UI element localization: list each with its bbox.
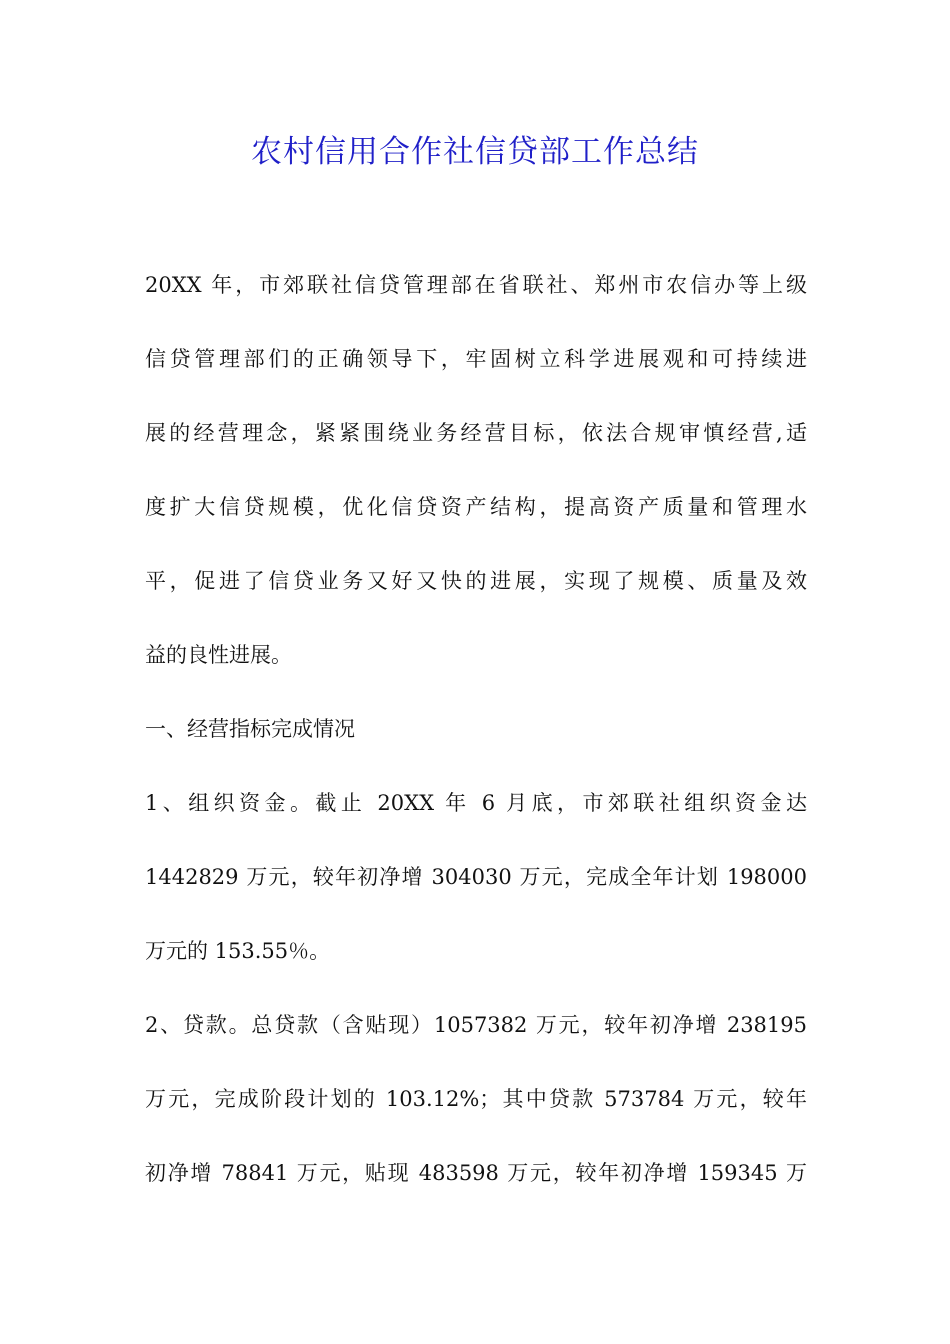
section-heading: 一、经营指标完成情况 bbox=[145, 717, 355, 741]
text-line: 20XX 年，市郊联社信贷管理部在省联社、郑州市农信办等上级 bbox=[145, 273, 807, 297]
text-line: 初净增 78841 万元，贴现 483598 万元，较年初净增 159345 万 bbox=[145, 1161, 807, 1185]
text-line: 2、贷款。总贷款（含贴现）1057382 万元，较年初净增 238195 bbox=[145, 1013, 807, 1037]
text-line: 信贷管理部们的正确领导下，牢固树立科学进展观和可持续进 bbox=[145, 347, 807, 371]
text-line: 1、组织资金。截止 20XX 年 6 月底，市郊联社组织资金达 bbox=[145, 791, 807, 815]
text-line: 万元的 153.55％。 bbox=[145, 939, 331, 963]
text-line: 展的经营理念，紧紧围绕业务经营目标，依法合规审慎经营,适 bbox=[145, 421, 807, 445]
text-line: 万元，完成阶段计划的 103.12%；其中贷款 573784 万元，较年 bbox=[145, 1087, 807, 1111]
text-line: 1442829 万元，较年初净增 304030 万元，完成全年计划 198000 bbox=[145, 865, 807, 889]
text-line: 度扩大信贷规模，优化信贷资产结构，提高资产质量和管理水 bbox=[145, 495, 807, 519]
text-line: 益的良性进展。 bbox=[145, 643, 292, 667]
document-body bbox=[145, 258, 807, 1220]
document-title: 农村信用合作社信贷部工作总结 bbox=[251, 134, 699, 170]
text-line: 平，促进了信贷业务又好又快的进展，实现了规模、质量及效 bbox=[145, 569, 807, 593]
